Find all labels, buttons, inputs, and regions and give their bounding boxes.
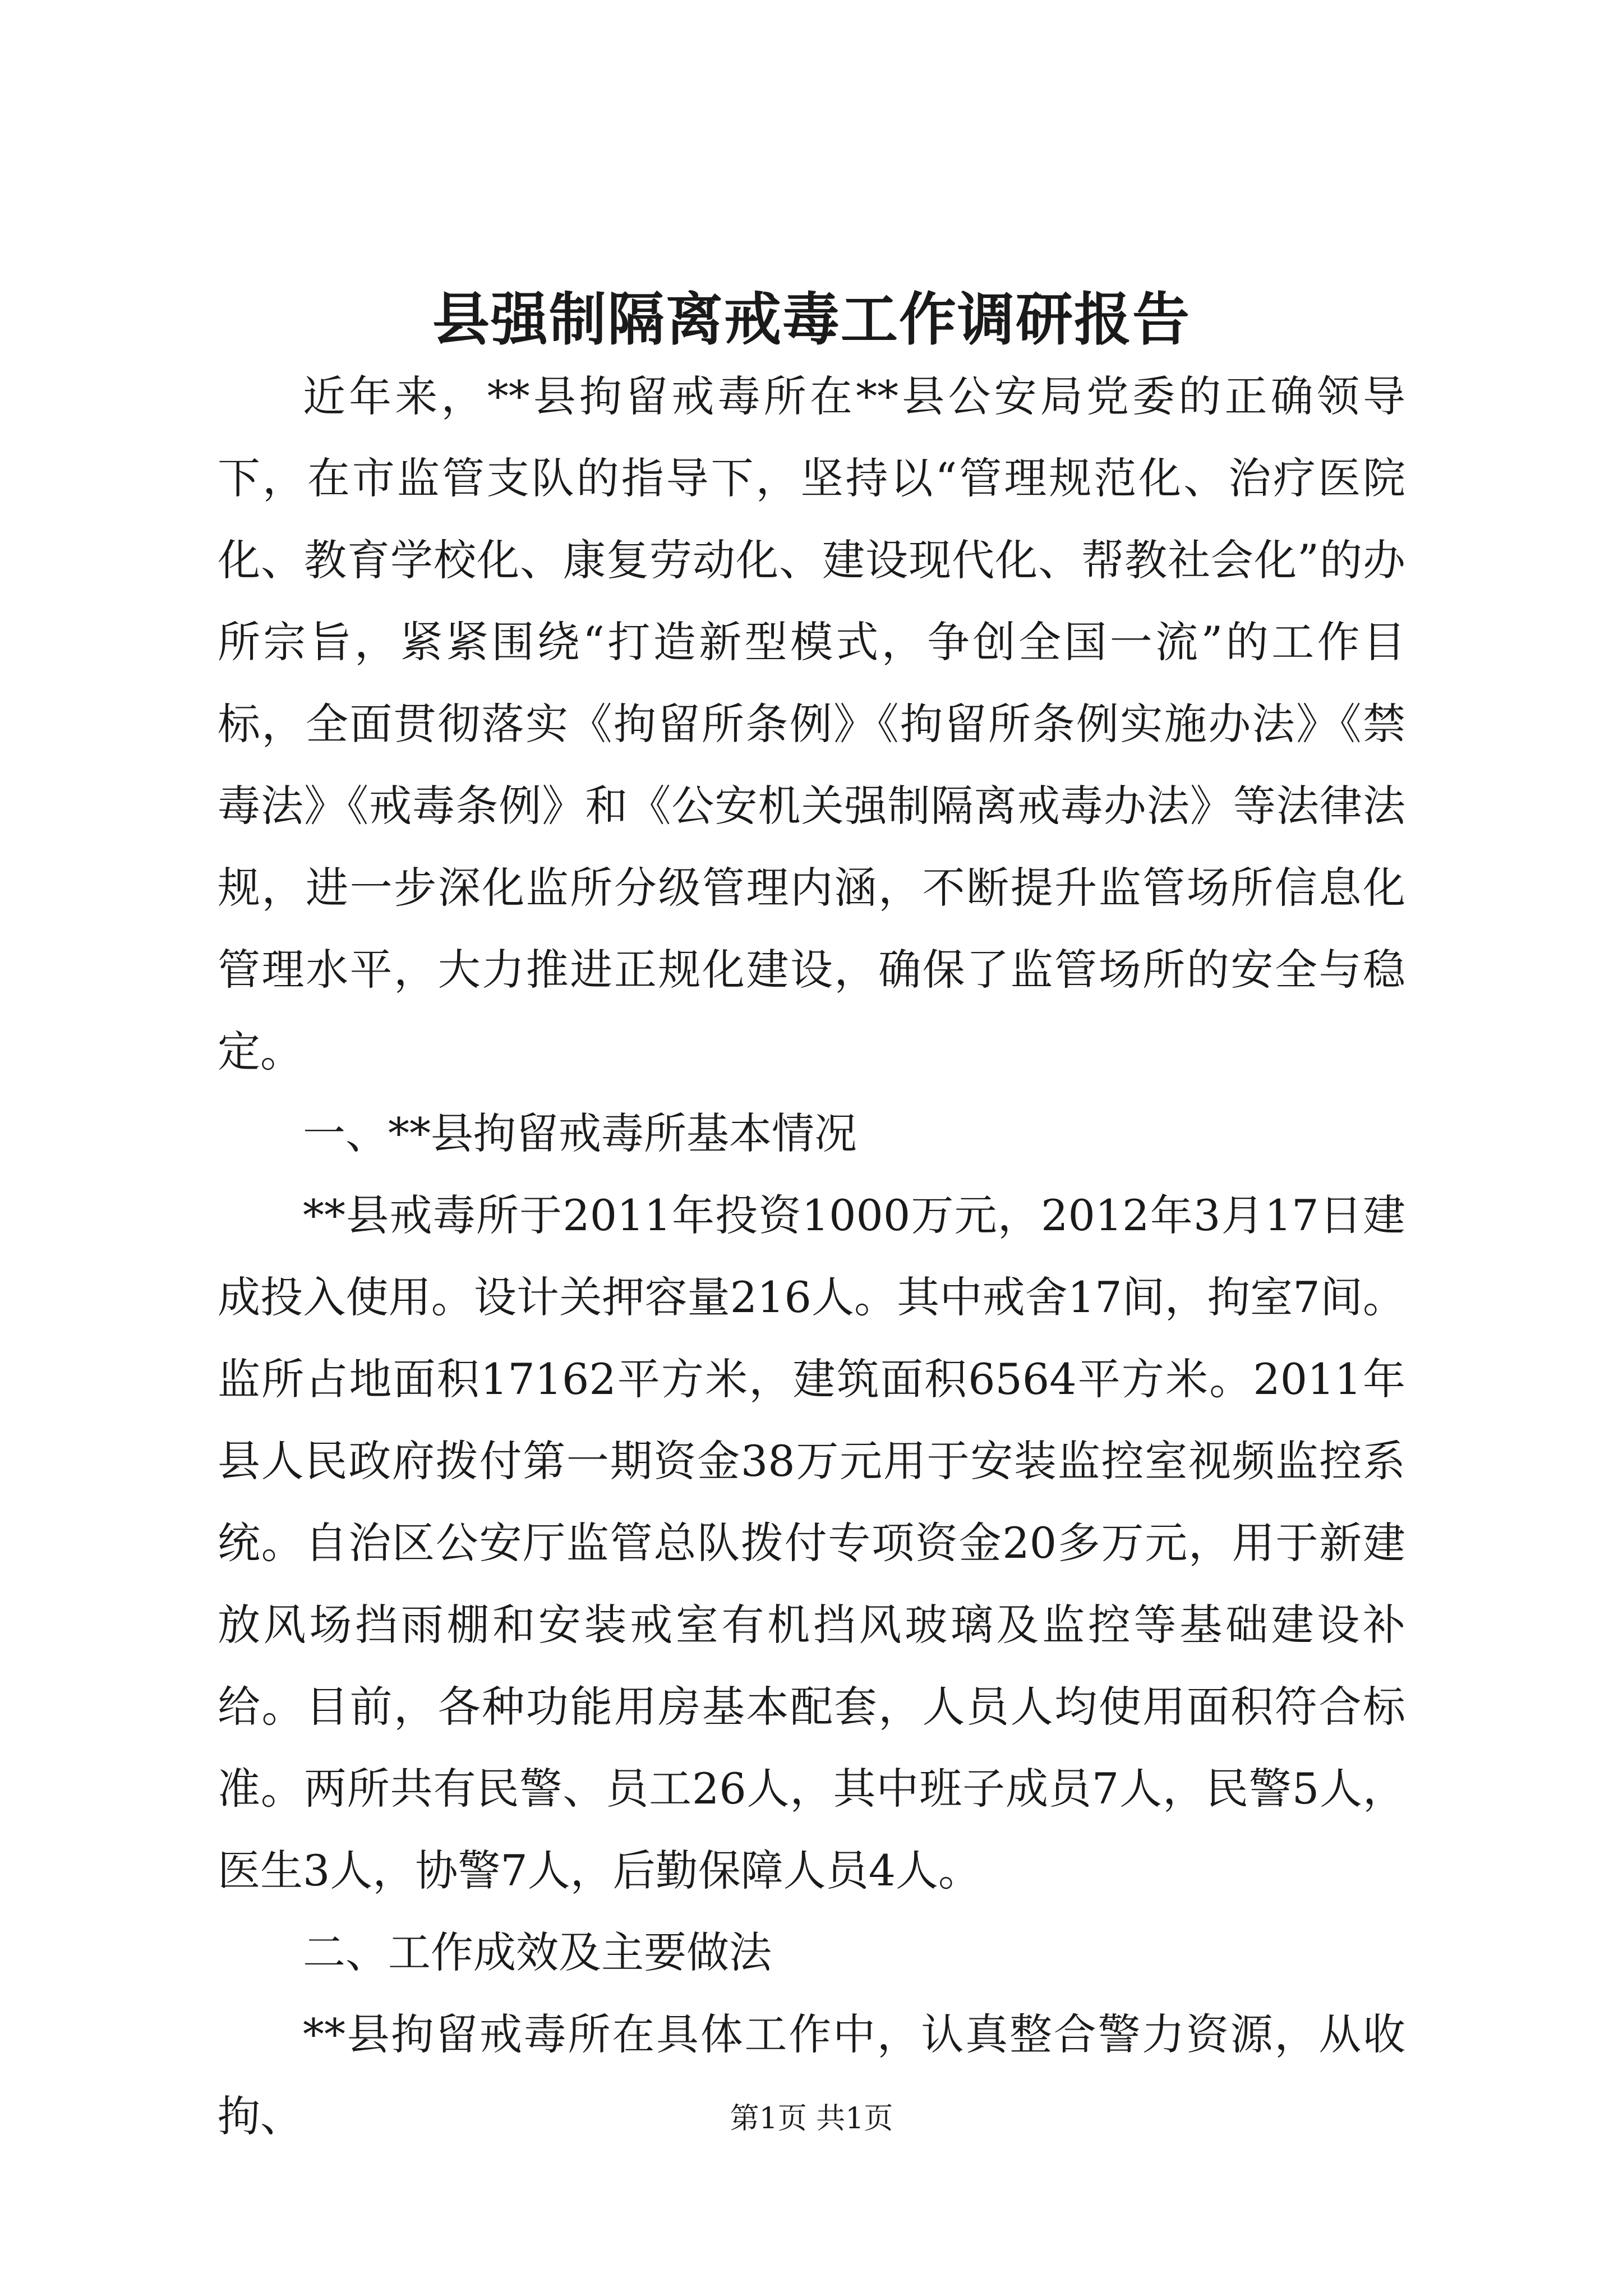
section-heading-1: 一、**县拘留戒毒所基本情况	[303, 1108, 857, 1158]
work-paragraph: **县拘留戒毒所在具体工作中，认真整合警力资源，从收拘、	[218, 2009, 1405, 2141]
document-title: 县强制隔离戒毒工作调研报告	[432, 286, 1191, 353]
basic-info-paragraph: **县戒毒所于2011年投资1000万元，2012年3月17日建成投入使用。设计关押容量216人。其中戒舍17间，拘室7间。监所占地面积17162平方米，建筑面积6564平方米。2011年县人民政府拨付第一期资金38万元用于安装监控室视频监控系统。自治区公安厅监管总队拨付专项资金20多万元，用于新建放风场挡雨棚和安装戒室有机挡风玻璃及监控等基础建设补给。目前，各种功能用房基本配套，人员人均使用面积符合标准。两所共有民警、员工26人，其中班子成员7人，民警5人，医生3人，协警7人，后勤保障人员4人。	[218, 1190, 1405, 1895]
section-heading-2: 二、工作成效及主要做法	[303, 1927, 772, 1977]
intro-paragraph: 近年来，**县拘留戒毒所在**县公安局党委的正确领导下，在市监管支队的指导下，坚持以“管理规范化、治疗医院化、教育学校化、康复劳动化、建设现代化、帮教社会化”的办所宗旨，紧紧围绕“打造新型模式，争创全国一流”的工作目标，全面贯彻落实《拘留所条例》《拘留所条例实施办法》《禁毒法》《戒毒条例》和《公安机关强制隔离戒毒办法》等法律法规，进一步深化监所分级管理内涵，不断提升监管场所信息化管理水平，大力推进正规化建设，确保了监管场所的安全与稳定。	[218, 371, 1405, 1076]
page-footer: 第1页 共1页	[730, 2102, 893, 2136]
document-body	[218, 356, 1405, 2157]
